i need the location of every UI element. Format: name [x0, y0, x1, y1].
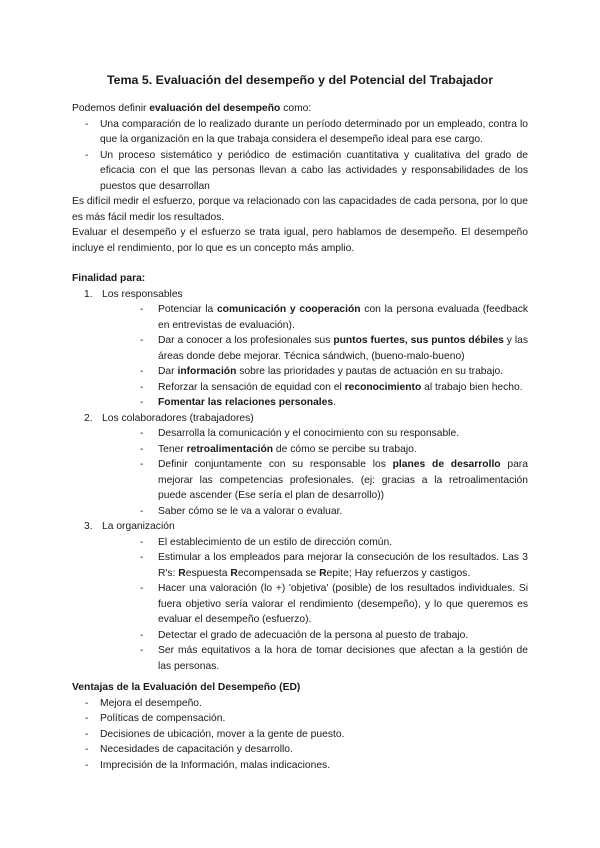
list-item: - Hacer una valoración (lo +) 'objetiva' (posible) de los resultados individuales. Si fuera objetivo sería valorar el rendimiento (desempeño), y lo que queremos es evaluar el desempeño (esfuerzo). [102, 581, 528, 628]
list-item: - Decisiones de ubicación, mover a la gente de puesto. [72, 727, 528, 743]
group-label: Los colaboradores (trabajadores) [102, 412, 254, 424]
list-item: - Ser más equitativos a la hora de tomar decisiones que afectan a la gestión de las personas. [102, 643, 528, 674]
finalidad-group-responsables [72, 287, 528, 411]
group-items [102, 302, 528, 411]
list-item: - Estimular a los empleados para mejorar la consecución de los resultados. Las 3 R's: Respuesta Recompensada se Repite; Hay refuerzos y castigos. [102, 550, 528, 581]
list-item: - Saber cómo se le va a valorar o evaluar. [102, 504, 528, 520]
list-item: - Dar a conocer a los profesionales sus puntos fuertes, sus puntos débiles y las áreas donde debe mejorar. Técnica sándwich, (bueno-malo-bueno) [102, 333, 528, 364]
list-item: - Detectar el grado de adecuación de la persona al puesto de trabajo. [102, 628, 528, 644]
definition-list [72, 117, 528, 195]
list-item: - Fomentar las relaciones personales. [102, 395, 528, 411]
group-label: La organización [102, 521, 175, 532]
intro-lead-term: evaluación del desempeño [149, 103, 281, 114]
group-number: 2. [84, 412, 93, 424]
document-title: Tema 5. Evaluación del desempeño y del Potencial del Trabajador [106, 73, 494, 87]
list-item: - Potenciar la comunicación y cooperación con la persona evaluada (feedback en entrevistas de evaluación). [102, 302, 528, 333]
group-number: 3. [84, 521, 93, 532]
list-item: - Necesidades de capacitación y desarrollo. [72, 742, 528, 758]
paragraph-performance: Evaluar el desempeño y el esfuerzo se trata igual, pero hablamos de desempeño. El desempeño incluye el rendimiento, por lo que es un concepto más amplio. [72, 227, 528, 254]
intro-lead: Podemos definir evaluación del desempeño como: [72, 103, 312, 114]
list-item: - Mejora el desempeño. [72, 696, 528, 712]
ventajas-heading: Ventajas de la Evaluación del Desempeño (ED) [72, 682, 301, 693]
list-item: - Imprecisión de la Información, malas indicaciones. [72, 758, 528, 774]
group-items [102, 426, 528, 519]
paragraph-effort: Es difícil medir el esfuerzo, porque va relacionado con las capacidades de cada persona, por lo que es más fácil medir los resultados. [72, 196, 528, 223]
group-number: 1. [84, 288, 93, 300]
group-items [102, 535, 528, 675]
list-item: - Políticas de compensación. [72, 711, 528, 727]
definition-item: - Un proceso sistemático y periódico de estimación cuantitativa y cualitativa del grado de eficacia con el que las personas llevan a cabo las actividades y responsabilidades de los puestos que desarrollan [72, 148, 528, 195]
finalidad-list [72, 287, 528, 675]
definition-item: - Una comparación de lo realizado durante un período determinado por un empleado, contra lo que la organización en la que trabaja considera el desempeño ideal para ese cargo. [72, 117, 528, 148]
finalidad-group-colaboradores [72, 411, 528, 520]
list-item: - Desarrolla la comunicación y el conocimiento con su responsable. [102, 426, 528, 442]
ventajas-list [72, 696, 528, 774]
list-item: - Definir conjuntamente con su responsable los planes de desarrollo para mejorar las competencias profesionales. (ej: gracias a la retroalimentación puede ascender (Ese sería el plan de desarrollo)) [102, 457, 528, 504]
list-item: - El establecimiento de un estilo de dirección común. [102, 535, 528, 551]
list-item: - Reforzar la sensación de equidad con el reconocimiento al trabajo bien hecho. [102, 380, 528, 396]
group-label: Los responsables [102, 288, 183, 300]
finalidad-heading: Finalidad para: [72, 273, 146, 284]
finalidad-group-organizacion [72, 519, 528, 674]
list-item: - Tener retroalimentación de cómo se percibe su trabajo. [102, 442, 528, 458]
list-item: - Dar información sobre las prioridades y pautas de actuación en su trabajo. [102, 364, 528, 380]
